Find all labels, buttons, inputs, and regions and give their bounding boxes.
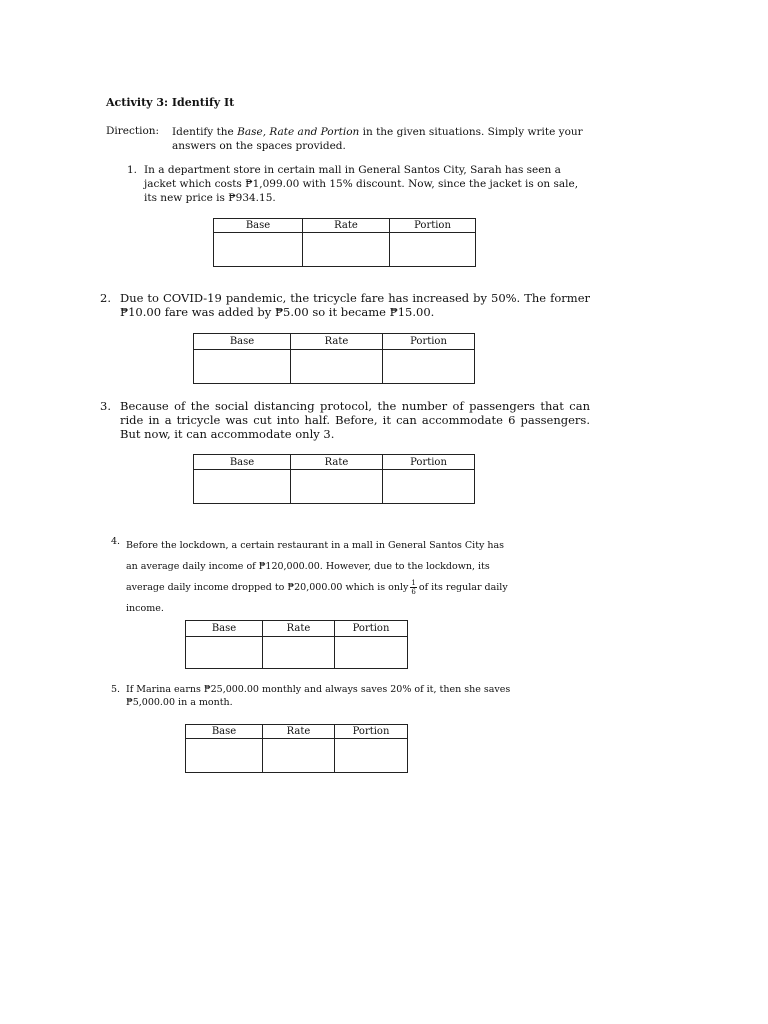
answer-cell-rate[interactable] (291, 350, 383, 384)
answer-cell-base[interactable] (194, 470, 291, 504)
question-number: 4. (111, 536, 121, 547)
direction-text (172, 125, 592, 153)
question-text: Due to COVID-19 pandemic, the tricycle fare has increased by 50%. The former ₱10.00 fare was added by ₱5.00 so it became ₱15.00. (120, 291, 590, 319)
answer-cell-portion[interactable] (390, 233, 476, 267)
question-text-after: of its regular daily income. (126, 582, 508, 614)
direction-emphasis: Base, Rate and Portion (237, 126, 360, 138)
fraction-numerator: 1 (411, 579, 416, 587)
header-portion: Portion (335, 621, 408, 637)
question-number: 2. (100, 291, 111, 305)
answer-cell-rate[interactable] (291, 470, 383, 504)
header-base: Base (194, 334, 291, 350)
answer-table-4 (185, 620, 408, 669)
fraction-denominator: 6 (411, 588, 416, 596)
header-base: Base (186, 725, 263, 739)
header-portion: Portion (390, 219, 476, 233)
header-portion: Portion (335, 725, 408, 739)
fraction (410, 579, 416, 596)
header-rate: Rate (263, 725, 335, 739)
header-rate: Rate (303, 219, 390, 233)
direction-text-start: Identify the (172, 126, 238, 138)
question-text: If Marina earns ₱25,000.00 monthly and always saves 20% of it, then she saves ₱5,000.00 in a month. (126, 684, 511, 708)
question-text (126, 535, 518, 619)
question-number: 3. (100, 399, 111, 413)
answer-cell-rate[interactable] (263, 637, 335, 669)
header-rate: Rate (291, 455, 383, 470)
answer-cell-portion[interactable] (383, 470, 475, 504)
question-text: Because of the social distancing protocol, the number of passengers that can ride in a tricycle was cut into half. Before, it can accommodate 6 passengers. But now, it can accommodate only 3. (120, 399, 590, 441)
answer-cell-base[interactable] (186, 637, 263, 669)
question-text-before: Before the lockdown, a certain restaurant in a mall in General Santos City has an average daily income of ₱120,000.00. However, due to the lockdown, its average daily income dropped to ₱20,000.00 which is only (126, 540, 505, 593)
answer-cell-base[interactable] (194, 350, 291, 384)
direction-label: Direction: (106, 125, 160, 137)
header-portion: Portion (383, 334, 475, 350)
header-base: Base (194, 455, 291, 470)
answer-table-2 (193, 333, 475, 384)
header-rate: Rate (291, 334, 383, 350)
answer-cell-base[interactable] (214, 233, 303, 267)
answer-table-3 (193, 454, 475, 504)
question-number: 1. (127, 164, 138, 176)
answer-table-5 (185, 724, 408, 773)
activity-title: Activity 3: Identify It (106, 96, 235, 109)
answer-cell-base[interactable] (186, 739, 263, 773)
header-rate: Rate (263, 621, 335, 637)
question-text: In a department store in certain mall in General Santos City, Sarah has seen a jacket which costs ₱1,099.00 with 15% discount. Now, since the jacket is on sale, its new price is ₱934.15. (144, 164, 579, 204)
direction-text-end: in the given situations. Simply write your answers on the spaces provided. (172, 126, 583, 152)
header-base: Base (186, 621, 263, 637)
answer-cell-rate[interactable] (303, 233, 390, 267)
answer-cell-portion[interactable] (335, 739, 408, 773)
answer-table-1 (213, 218, 476, 267)
answer-cell-rate[interactable] (263, 739, 335, 773)
header-portion: Portion (383, 455, 475, 470)
header-base: Base (214, 219, 303, 233)
answer-cell-portion[interactable] (335, 637, 408, 669)
answer-cell-portion[interactable] (383, 350, 475, 384)
question-number: 5. (111, 684, 121, 695)
